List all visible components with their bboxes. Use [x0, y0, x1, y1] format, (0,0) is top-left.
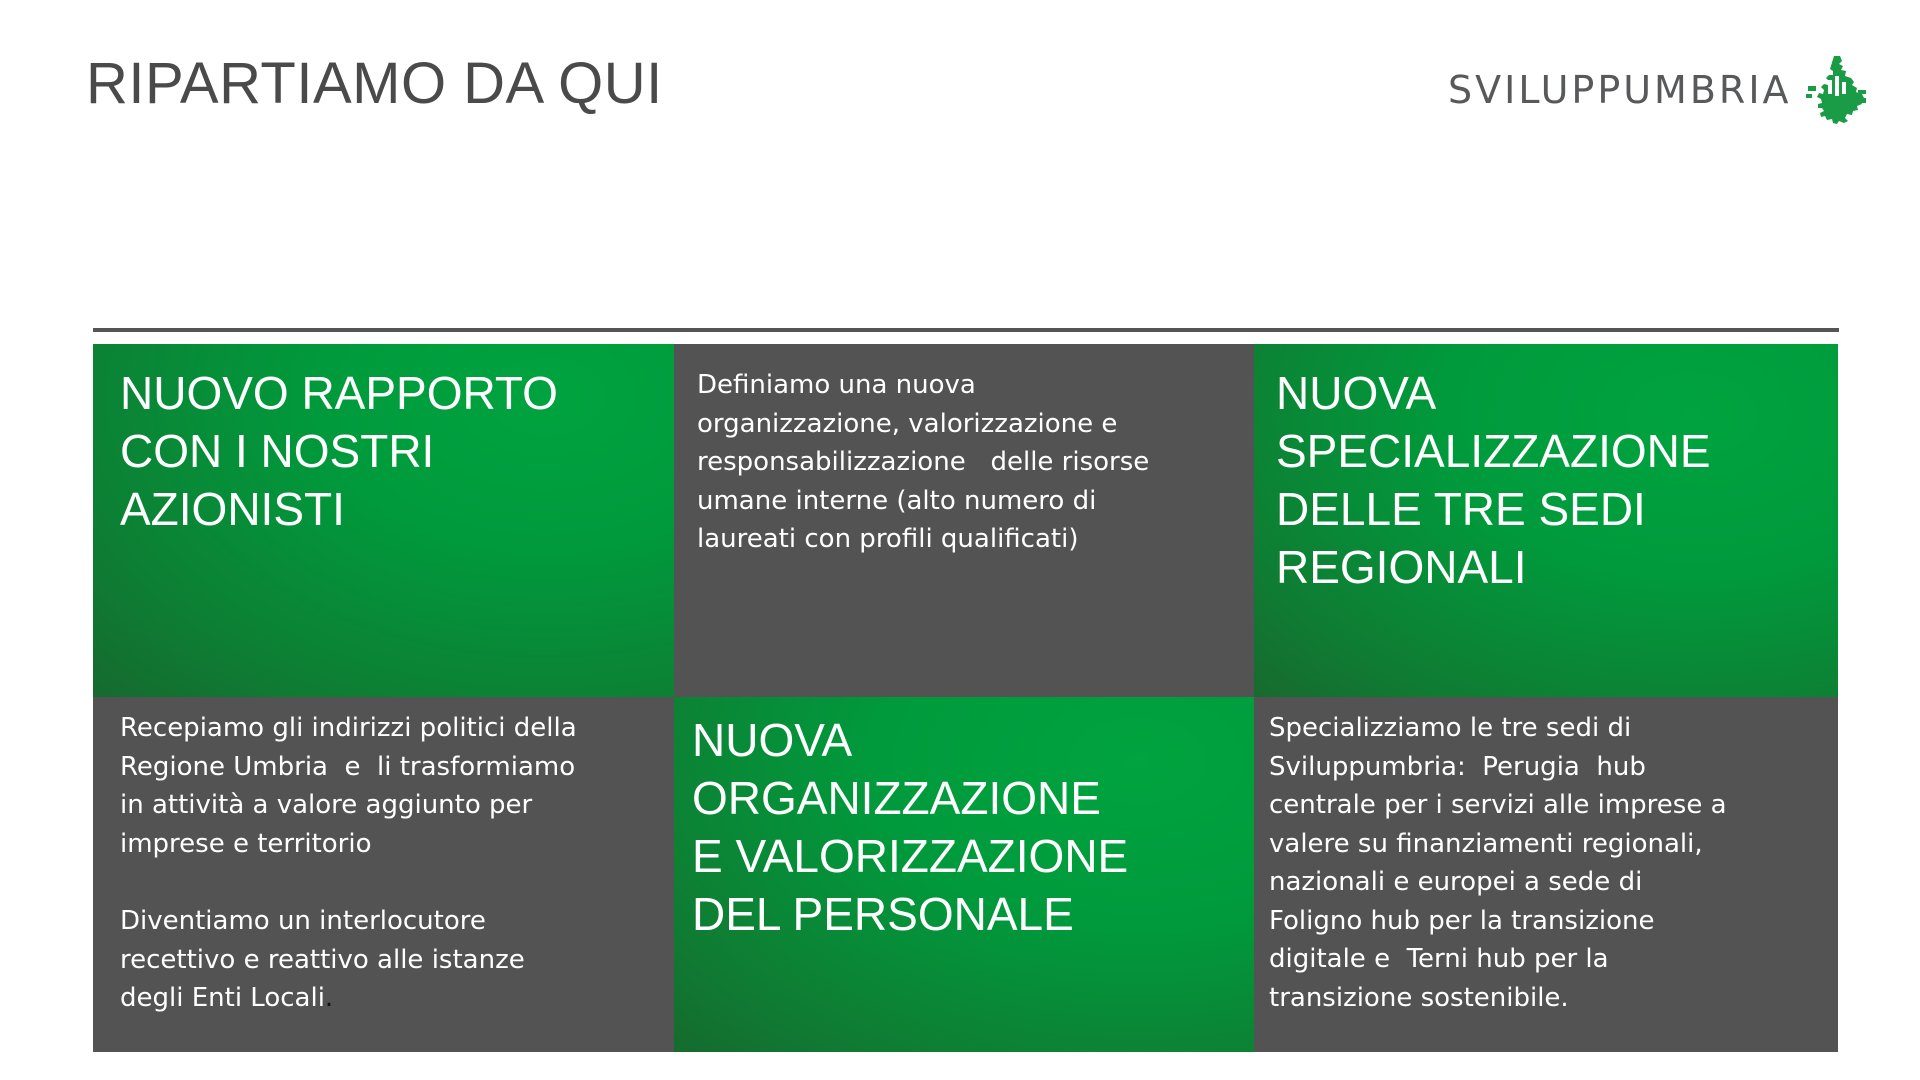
text-line: organizzazione, valorizzazione e	[697, 408, 1118, 439]
text-line: imprese e territorio	[120, 828, 372, 859]
heading-line: DEL PERSONALE	[692, 888, 1074, 940]
cell-nuova-organizzazione	[674, 697, 1254, 1052]
heading-line: DELLE TRE SEDI	[1276, 483, 1646, 535]
content-grid	[93, 344, 1838, 1052]
text-line: umane interne (alto numero di	[697, 485, 1097, 516]
text-line: transizione sostenibile.	[1269, 982, 1569, 1013]
logo-text: SVILUPPUMBRIA	[1448, 68, 1792, 112]
heading-line: ORGANIZZAZIONE	[692, 772, 1101, 824]
cell-recepiamo-indirizzi	[93, 697, 674, 1052]
text-line: responsabilizzazione delle risorse	[697, 447, 1150, 477]
cell-specializziamo-sedi	[1254, 697, 1838, 1052]
heading-nuovo-rapporto	[120, 364, 660, 538]
text-specializziamo-sedi	[1269, 709, 1829, 1017]
cell-nuovo-rapporto	[93, 344, 674, 697]
heading-line: NUOVA	[692, 714, 853, 766]
text-line: Regione Umbria e li trasformiamo	[120, 751, 576, 782]
text-line: in attività a valore aggiunto per	[120, 790, 533, 820]
text-line: laureati con profili qualificati)	[697, 524, 1079, 554]
page-title: RIPARTIAMO DA QUI	[86, 51, 663, 116]
text-line: Recepiamo gli indirizzi politici della	[120, 713, 577, 743]
heading-line: AZIONISTI	[120, 483, 345, 535]
section-divider	[93, 328, 1839, 332]
text-line: valere su finanziamenti regionali,	[1269, 828, 1703, 859]
text-line: Foligno hub per la transizione	[1269, 905, 1655, 936]
sviluppumbria-logo-icon	[1804, 54, 1868, 126]
text-line: recettivo e reattivo alle istanze	[120, 944, 525, 975]
trailing-dot: .	[324, 983, 334, 1013]
heading-line: E VALORIZZAZIONE	[692, 830, 1129, 882]
text-line: Specializziamo le tre sedi di	[1269, 713, 1632, 743]
heading-nuova-specializzazione	[1276, 364, 1816, 596]
text-fragment: degli Enti Locali	[120, 983, 325, 1013]
text-line: Diventiamo un interlocutore	[120, 906, 486, 936]
heading-nuova-organizzazione	[692, 711, 1252, 943]
text-line: Sviluppumbria: Perugia hub	[1269, 751, 1646, 782]
text-definiamo-organizzazione	[697, 366, 1237, 559]
text-recepiamo-indirizzi	[120, 709, 660, 863]
text-line: nazionali e europei a sede di	[1269, 867, 1643, 897]
text-line: digitale e Terni hub per la	[1269, 944, 1609, 974]
text-diventiamo-interlocutore	[120, 902, 660, 1018]
heading-line: SPECIALIZZAZIONE	[1276, 425, 1711, 477]
cell-definiamo-organizzazione	[674, 344, 1254, 697]
cell-nuova-specializzazione	[1254, 344, 1838, 697]
heading-line: CON I NOSTRI	[120, 425, 435, 477]
sviluppumbria-logo	[1448, 50, 1868, 130]
text-line	[120, 979, 660, 1018]
text-line: centrale per i servizi alle imprese a	[1269, 790, 1727, 820]
text-line: Definiamo una nuova	[697, 370, 976, 400]
heading-line: NUOVA	[1276, 367, 1437, 419]
heading-line: REGIONALI	[1276, 541, 1527, 593]
heading-line: NUOVO RAPPORTO	[120, 367, 558, 419]
